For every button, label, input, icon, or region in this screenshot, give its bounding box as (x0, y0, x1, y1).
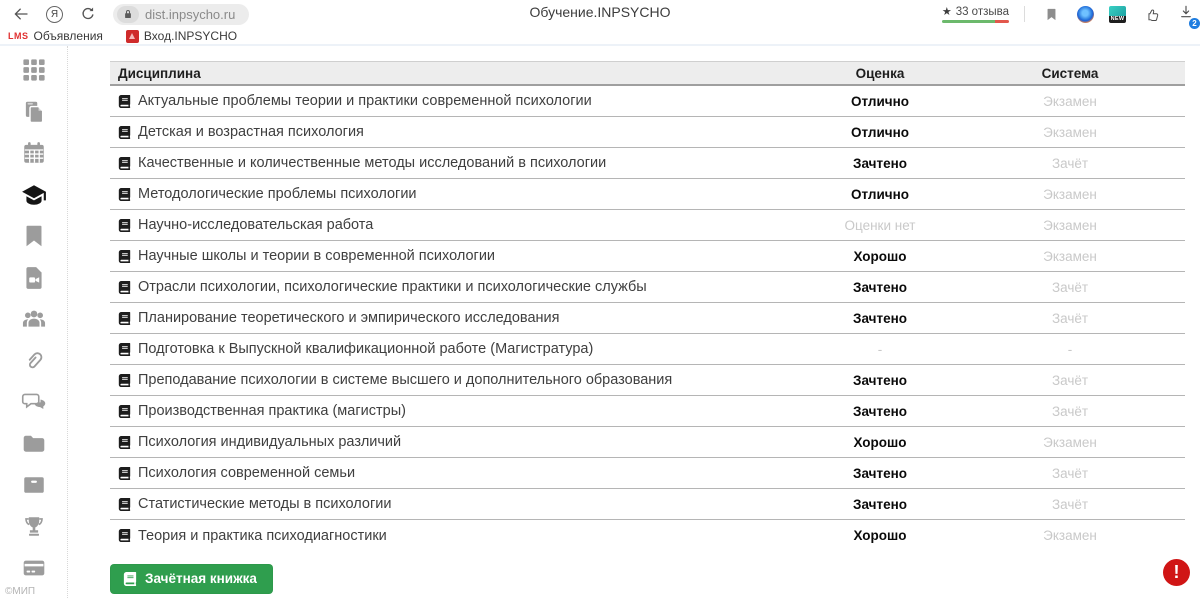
download-icon (1178, 4, 1194, 20)
toolbar-divider (1024, 6, 1025, 22)
table-row[interactable] (110, 272, 1185, 303)
discipline-name: Теория и практика психодиагностики (138, 527, 387, 544)
system-cell: Экзамен (1043, 434, 1097, 450)
table-row[interactable] (110, 520, 1185, 551)
system-cell: Экзамен (1043, 528, 1097, 543)
system-cell: Экзамен (1043, 93, 1097, 109)
book-icon (118, 157, 131, 170)
book-icon (118, 188, 131, 201)
sidebar-item-attachments[interactable] (20, 348, 48, 374)
main-content (68, 46, 1200, 598)
table-row[interactable] (110, 334, 1185, 365)
grade-cell: Зачтено (853, 279, 907, 295)
discipline-name: Детская и возрастная психология (138, 124, 364, 140)
sidebar-item-education[interactable] (20, 182, 48, 208)
book-icon (118, 405, 131, 418)
site-reviews-button[interactable] (942, 5, 1009, 23)
discipline-name: Подготовка к Выпускной квалификационной работе (Магистратура) (138, 341, 594, 357)
sidebar-item-calendar[interactable] (20, 140, 48, 166)
url-text: dist.inpsycho.ru (145, 6, 236, 22)
yandex-letter: Я (50, 8, 59, 20)
discipline-cell (110, 465, 805, 481)
grade-cell: - (877, 341, 883, 357)
grades-table (110, 61, 1185, 551)
grade-cell: Хорошо (853, 434, 907, 450)
sidebar-item-bookmarks[interactable] (20, 223, 48, 249)
refresh-button[interactable] (77, 3, 99, 25)
table-row[interactable] (110, 303, 1185, 334)
table-row[interactable] (110, 179, 1185, 210)
book-icon (118, 250, 131, 263)
inpsycho-logo-icon (126, 30, 139, 43)
lock-icon (117, 6, 139, 23)
downloads-button[interactable] (1178, 4, 1197, 28)
book-icon (118, 436, 131, 449)
discipline-cell (110, 496, 805, 512)
sidebar-item-documents[interactable] (20, 99, 48, 125)
grade-cell: Зачтено (853, 465, 907, 481)
documents-icon (21, 99, 47, 125)
bookmark-page-button[interactable] (1040, 3, 1062, 25)
sidebar-item-messages[interactable] (20, 389, 48, 415)
reviews-count: 33 отзыва (955, 5, 1009, 18)
discipline-name: Научно-исследовательская работа (138, 217, 374, 233)
chat-icon (21, 389, 47, 415)
system-cell: Зачёт (1051, 496, 1089, 512)
header-system: Система (1041, 65, 1099, 81)
book-icon (118, 281, 131, 294)
book-icon (118, 467, 131, 480)
star-icon: ★ (941, 6, 952, 19)
video-file-icon (21, 265, 47, 291)
apps-grid-icon (21, 57, 47, 83)
discipline-name: Статистические методы в психологии (138, 496, 392, 512)
lms-logo-icon: LMS (8, 31, 29, 41)
book-icon (118, 126, 131, 139)
back-button[interactable] (10, 3, 32, 25)
bookmark-icon (21, 223, 47, 249)
system-cell: Зачёт (1051, 403, 1089, 419)
grade-cell: Хорошо (853, 528, 907, 543)
sidebar-footer-label: ©МИП (5, 586, 36, 597)
discipline-name: Производственная практика (магистры) (138, 403, 406, 419)
refresh-icon (79, 5, 97, 23)
users-group-icon (21, 306, 47, 332)
gradebook-button-label: Зачётная книжка (145, 571, 257, 586)
discipline-cell (110, 403, 805, 419)
bookmark-label: Вход.INPSYCHO (143, 29, 238, 43)
grade-cell: Отлично (850, 124, 910, 140)
discipline-cell (110, 124, 805, 140)
yandex-profile-button[interactable] (46, 6, 63, 23)
discipline-cell (110, 279, 805, 295)
table-row[interactable] (110, 489, 1185, 520)
graduation-cap-icon (21, 182, 47, 208)
grade-cell: Отлично (850, 93, 910, 109)
grade-cell: Зачтено (853, 310, 907, 326)
sidebar-item-users[interactable] (20, 306, 48, 332)
exclamation-icon: ! (1173, 562, 1180, 582)
thumb-up-icon (1144, 6, 1161, 23)
discipline-name: Актуальные проблемы теории и практики современной психологии (138, 93, 592, 109)
grade-cell: Отлично (850, 186, 910, 202)
sidebar-item-files[interactable] (20, 431, 48, 457)
table-row[interactable] (110, 396, 1185, 427)
grade-cell: Зачтено (853, 372, 907, 388)
bookmark-item-login[interactable] (126, 29, 237, 43)
discipline-name: Планирование теоретического и эмпирического исследования (138, 310, 560, 326)
app-sidebar (0, 46, 68, 598)
book-icon (118, 498, 131, 511)
system-cell: Экзамен (1043, 124, 1097, 140)
system-cell: - (1067, 341, 1073, 357)
discipline-name: Преподавание психологии в системе высшего и дополнительного образования (138, 372, 673, 388)
table-row[interactable] (110, 365, 1185, 396)
discipline-cell (110, 93, 805, 109)
system-cell: Зачёт (1051, 310, 1089, 326)
table-row[interactable] (110, 117, 1185, 148)
discipline-name: Отрасли психологии, психологические практики и психологические службы (138, 279, 647, 295)
discipline-cell (110, 341, 805, 357)
sidebar-item-apps[interactable] (20, 57, 48, 83)
browser-toolbar (0, 0, 1200, 28)
discipline-cell (110, 310, 805, 326)
table-row[interactable] (110, 210, 1185, 241)
archive-box-icon (21, 472, 47, 498)
grade-cell: Зачтено (853, 155, 907, 171)
book-icon (118, 529, 131, 542)
discipline-cell (110, 528, 805, 544)
discipline-cell (110, 217, 805, 233)
bookmarks-bar (0, 28, 1200, 46)
system-cell: Зачёт (1051, 155, 1089, 171)
grade-cell: Зачтено (853, 403, 907, 419)
book-icon (118, 219, 131, 232)
discipline-cell (110, 155, 805, 171)
table-row[interactable] (110, 427, 1185, 458)
bookmark-label: Объявления (33, 29, 103, 43)
sidebar-item-archive[interactable] (20, 472, 48, 498)
book-icon (123, 572, 137, 586)
discipline-cell (110, 248, 805, 264)
discipline-name: Качественные и количественные методы исследований в психологии (138, 155, 607, 171)
sidebar-item-achievements[interactable] (20, 514, 48, 540)
discipline-cell (110, 434, 805, 450)
bookmark-item-announcements[interactable] (8, 29, 103, 43)
bookmark-flag-icon (1044, 7, 1059, 22)
new-badge: NEW (1110, 15, 1125, 22)
system-cell: Экзамен (1043, 217, 1097, 233)
system-cell: Экзамен (1043, 186, 1097, 202)
credit-card-icon (21, 555, 47, 581)
header-discipline: Дисциплина (118, 65, 201, 81)
trophy-icon (21, 514, 47, 540)
discipline-cell (110, 372, 805, 388)
calendar-icon (21, 140, 47, 166)
sidebar-item-video[interactable] (20, 265, 48, 291)
extension-browser-icon[interactable] (1077, 6, 1094, 23)
table-row[interactable] (110, 148, 1185, 179)
table-row[interactable] (110, 241, 1185, 272)
discipline-name: Методологические проблемы психологии (138, 186, 417, 202)
table-row[interactable] (110, 86, 1185, 117)
system-cell: Зачёт (1051, 465, 1089, 481)
table-header-row (110, 61, 1185, 86)
discipline-name: Научные школы и теории в современной психологии (138, 248, 496, 264)
book-icon (118, 374, 131, 387)
page-title: Обучение.INPSYCHO (529, 4, 671, 20)
book-icon (118, 95, 131, 108)
sidebar-item-payments[interactable] (20, 555, 48, 581)
system-cell: Экзамен (1043, 248, 1097, 264)
discipline-cell (110, 186, 805, 202)
book-icon (118, 312, 131, 325)
grades-table-body (110, 86, 1185, 551)
address-bar[interactable] (113, 4, 249, 25)
table-row[interactable] (110, 458, 1185, 489)
gradebook-button[interactable] (110, 564, 273, 594)
discipline-name: Психология индивидуальных различий (138, 434, 402, 450)
folder-icon (21, 431, 47, 457)
paperclip-icon (21, 348, 47, 374)
downloads-badge: 2 (1189, 18, 1200, 29)
rating-bar (942, 20, 1009, 23)
grade-cell: Хорошо (853, 248, 907, 264)
discipline-name: Психология современной семьи (138, 465, 356, 481)
system-cell: Зачёт (1051, 372, 1089, 388)
system-cell: Зачёт (1051, 279, 1089, 295)
extension-new-icon[interactable] (1109, 6, 1126, 23)
grade-cell: Зачтено (853, 496, 907, 512)
header-grade: Оценка (855, 65, 905, 81)
back-arrow-icon (12, 5, 30, 23)
book-icon (118, 343, 131, 356)
collections-button[interactable] (1141, 3, 1163, 25)
grade-cell: Оценки нет (844, 217, 916, 233)
error-notification-badge[interactable] (1163, 559, 1190, 586)
